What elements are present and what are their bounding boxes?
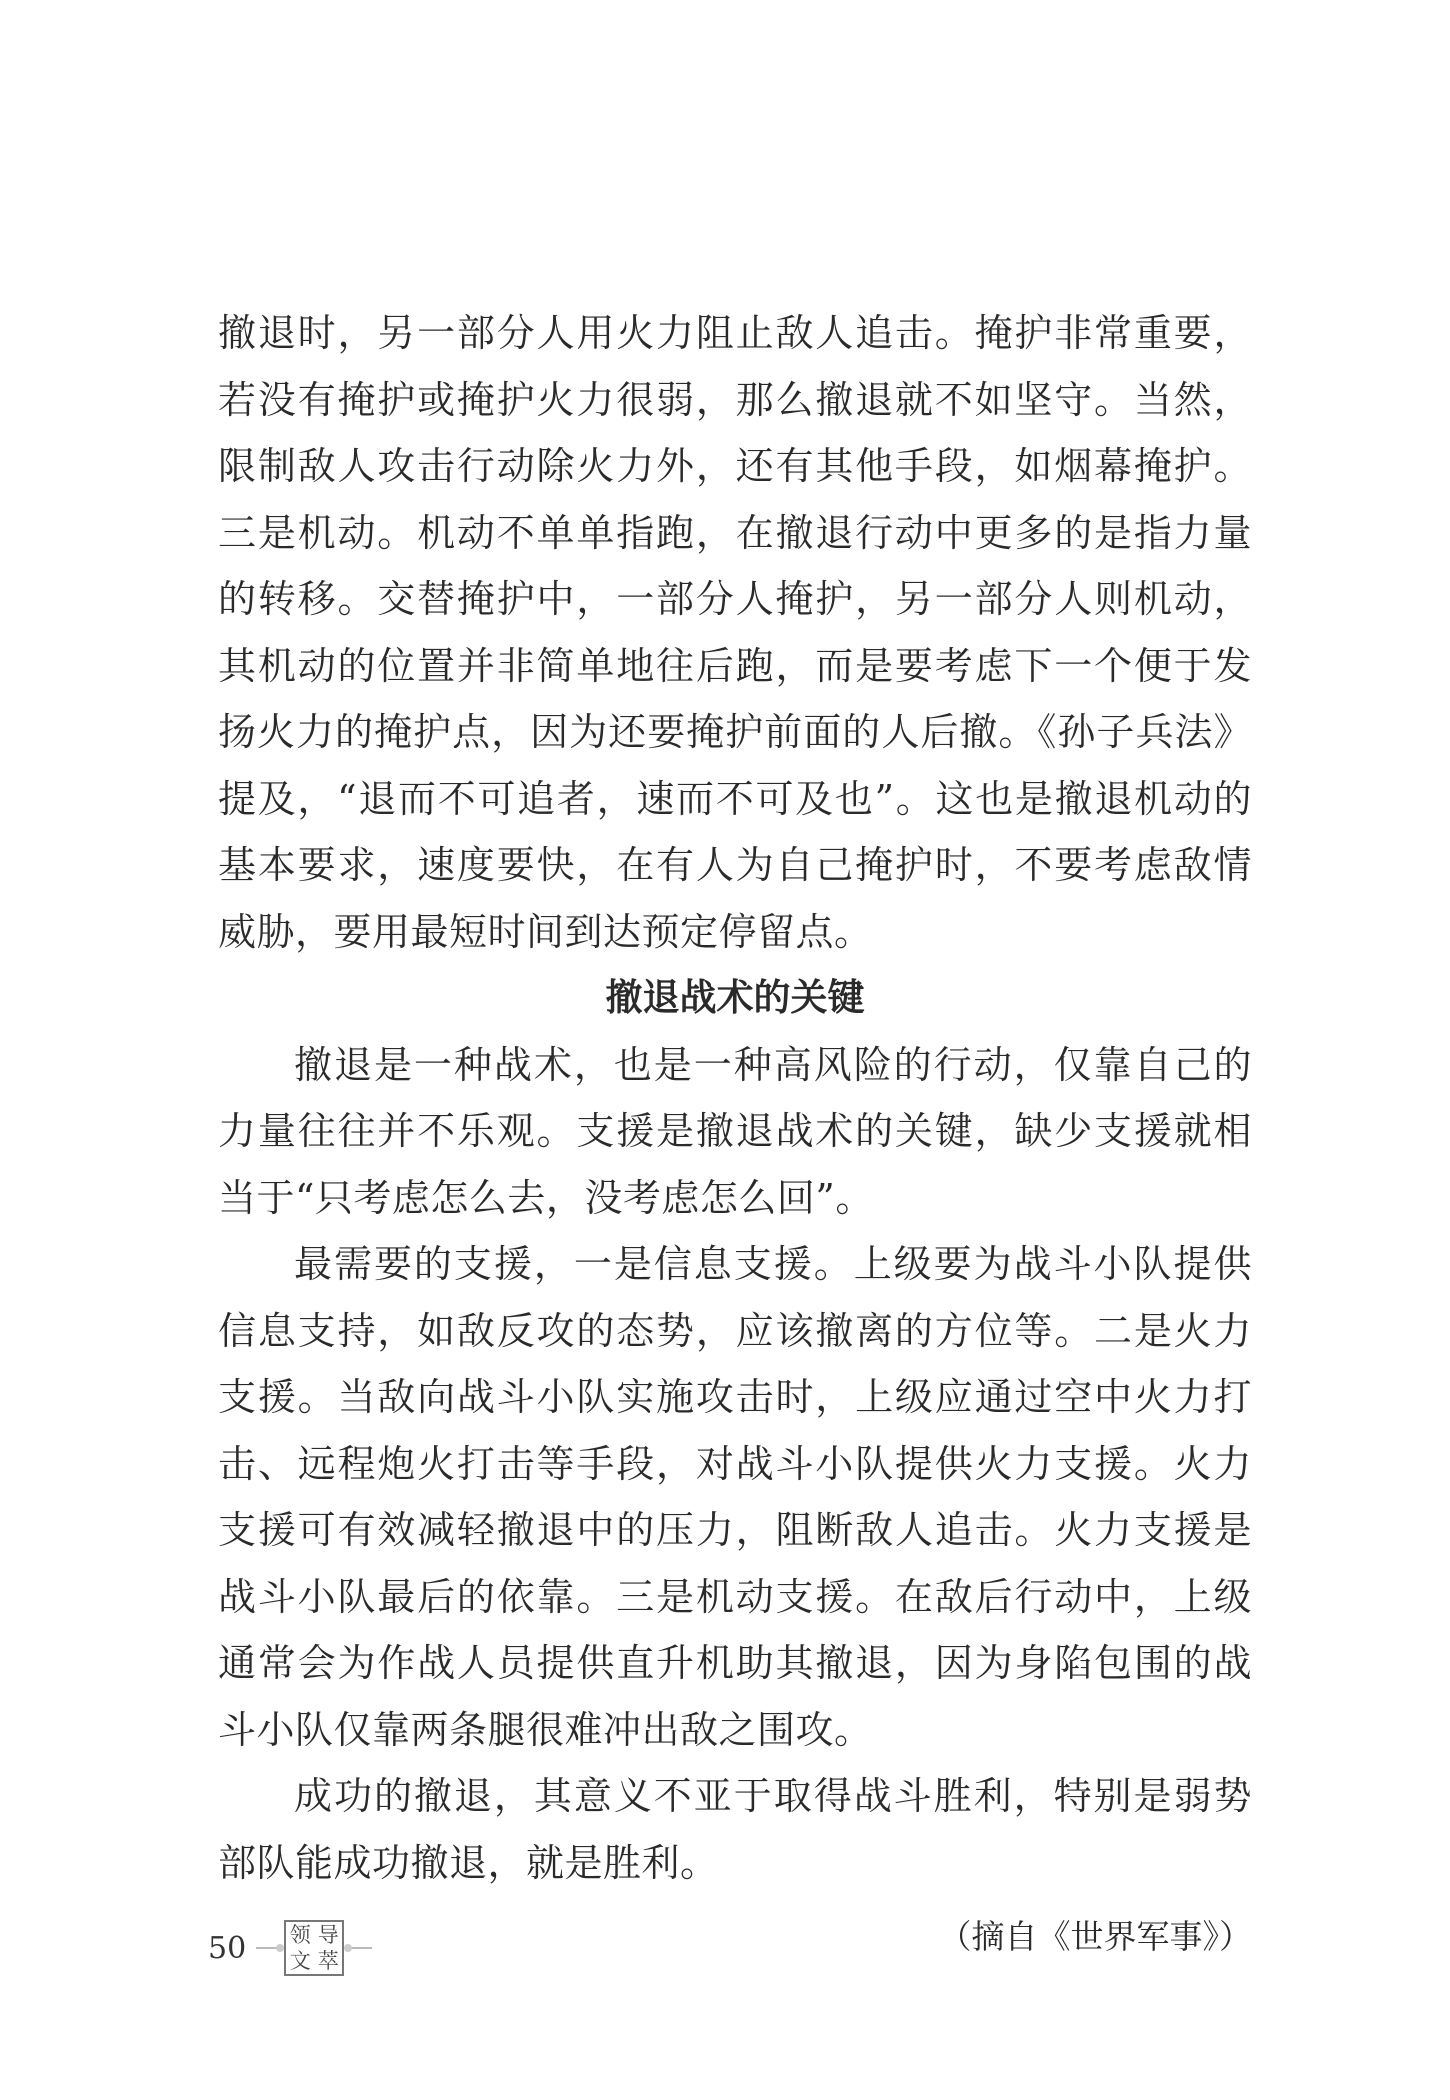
paragraph: 最需要的支援，一是信息支援。上级要为战斗小队提供信息支持，如敌反攻的态势，应该撤离的方位等。二是火力支援。当敌向战斗小队实施攻击时，上级应通过空中火力打击、远程炮火打击等手段，对战斗小队提供火力支援。火力支援可有效减轻撤退中的压力，阻断敌人追击。火力支援是战斗小队最后的依靠。三是机动支援。在敌后行动中，上级通常会为作战人员提供直升机助其撤退，因为身陷包围的战斗小队仅靠两条腿很难冲出敌之围攻。 bbox=[218, 1242, 1252, 1752]
page-footer bbox=[208, 1918, 372, 1978]
footer-ornament bbox=[256, 1947, 282, 1949]
logo-char: 萃 bbox=[317, 1948, 339, 1973]
paragraph: 成功的撤退，其意义不亚于取得战斗胜利，特别是弱势部队能成功撤退，就是胜利。 bbox=[218, 1774, 1252, 1885]
logo-char: 导 bbox=[317, 1922, 339, 1947]
page-number: 50 bbox=[208, 1930, 247, 1966]
article-body bbox=[218, 300, 1252, 1973]
section-heading: 撤退战术的关键 bbox=[605, 976, 865, 1019]
footer-ornament bbox=[346, 1947, 372, 1949]
paragraph: 撤退时，另一部分人用火力阻止敌人追击。掩护非常重要，若没有掩护或掩护火力很弱，那么撤退就不如坚守。当然，限制敌人攻击行动除火力外，还有其他手段，如烟幕掩护。三是机动。机动不单单指跑，在撤退行动中更多的是指力量的转移。交替掩护中，一部分人掩护，另一部分人则机动，其机动的位置并非简单地往后跑，而是要考虑下一个便于发扬火力的掩护点，因为还要掩护前面的人后撤。《孙子兵法》提及，“退而不可追者，速而不可及也”。这也是撤退机动的基本要求，速度要快，在有人为自己掩护时，不要考虑敌情威胁，要用最短时间到达预定停留点。 bbox=[218, 311, 1252, 954]
logo-char: 领 bbox=[289, 1922, 311, 1947]
paragraph: 撤退是一种战术，也是一种高风险的行动，仅靠自己的力量往往并不乐观。支援是撤退战术的关键，缺少支援就相当于“只考虑怎么去，没考虑怎么回”。 bbox=[218, 1042, 1252, 1220]
source-citation: （摘自《世界军事》） bbox=[938, 1917, 1252, 1956]
magazine-logo bbox=[284, 1920, 344, 1976]
logo-char: 文 bbox=[289, 1948, 311, 1973]
